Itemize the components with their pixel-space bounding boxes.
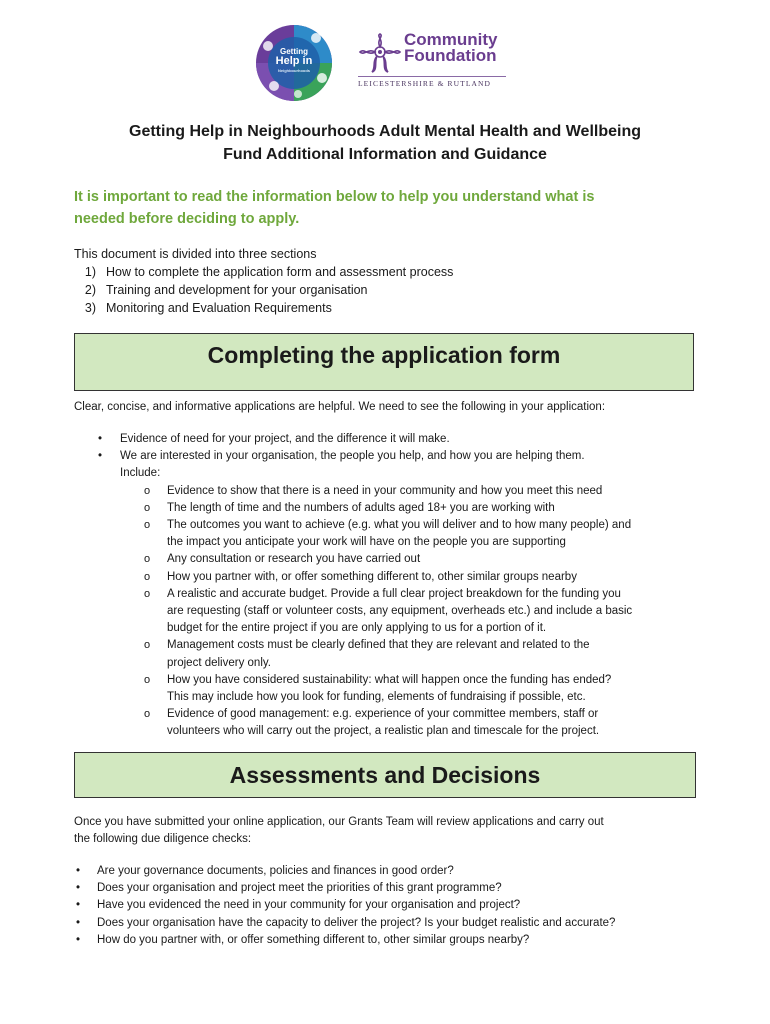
sub-item-text: A realistic and accurate budget. Provide a full clear project breakdown for the funding you (167, 587, 621, 600)
getting-help-logo-text (266, 48, 322, 73)
sub-list-item (74, 483, 704, 500)
ghin-line2: Help in (275, 55, 313, 67)
sub-bullet-marker: o (144, 553, 151, 566)
sub-item-text: Evidence to show that there is a need in your community and how you meet this need (167, 484, 603, 497)
important-note-line2: needed before deciding to apply. (74, 211, 300, 227)
cf-name (404, 32, 498, 64)
section-item (74, 281, 694, 299)
title-line2: Fund Additional Information and Guidance (223, 146, 547, 163)
check-text: Does your organisation have the capacity to deliver the project? Is your budget realistic and accurate? (97, 916, 616, 929)
cf-name-line2: Foundation (404, 46, 497, 65)
list-item-text: Include: (120, 467, 161, 480)
sub-bullet-marker: o (144, 501, 151, 514)
section-number: 1) (84, 265, 96, 279)
bullet-marker: • (76, 899, 81, 912)
sub-list-item (74, 637, 704, 671)
sub-list-item (74, 569, 704, 586)
sub-list-item (74, 672, 704, 706)
list-item (74, 915, 704, 932)
ghin-line3: Neighbourhoods (278, 68, 310, 73)
bullet-marker: • (76, 933, 81, 946)
bullet-marker: • (98, 450, 103, 463)
sub-bullet-marker: o (144, 484, 151, 497)
check-text: Have you evidenced the need in your community for your organisation and project? (97, 899, 521, 912)
list-item (74, 932, 704, 949)
cf-region: LEICESTERSHIRE & RUTLAND (358, 76, 506, 88)
sub-list-item (74, 706, 704, 740)
check-text: How do you partner with, or offer something different to, other similar groups nearby? (97, 933, 530, 946)
list-item (74, 863, 704, 880)
section-number: 3) (84, 301, 96, 315)
cf-name-line1: Community (404, 30, 498, 49)
application-requirements (74, 431, 704, 741)
bullet-marker: • (76, 916, 81, 929)
sub-list-item (74, 517, 704, 551)
sub-item-text: project delivery only. (167, 656, 271, 669)
assessments-intro-line2: the following due diligence checks: (74, 833, 252, 845)
important-note (74, 186, 694, 230)
section-number: 2) (84, 283, 96, 297)
bullet-marker: • (76, 882, 81, 895)
sub-bullet-marker: o (144, 639, 151, 652)
sections-list (74, 245, 694, 317)
getting-help-logo (254, 24, 334, 102)
section-text: Training and development for your organisation (106, 283, 368, 297)
title-line1: Getting Help in Neighbourhoods Adult Mental Health and Wellbeing (129, 123, 641, 140)
ghin-line1: Getting (280, 47, 308, 56)
header-logos (254, 24, 524, 102)
sub-item-text: Management costs must be clearly defined that they are relevant and related to the (167, 639, 590, 652)
sub-item-text: How you partner with, or offer something different to, other similar groups nearby (167, 570, 577, 583)
section-item (74, 299, 694, 317)
list-item (74, 448, 704, 482)
sub-item-text: are requesting (staff or volunteer costs, any equipment, overheads etc.) and include a basic (167, 605, 633, 618)
sub-item-text: The outcomes you want to achieve (e.g. what you will deliver and to how many people) and (167, 519, 632, 532)
community-foundation-logo (358, 30, 524, 94)
document-title (60, 120, 710, 166)
sub-list-item (74, 500, 704, 517)
bullet-marker: • (76, 865, 81, 877)
section-heading-application: Completing the application form (74, 333, 694, 391)
sub-bullet-marker: o (144, 587, 151, 600)
due-diligence-checks (74, 863, 704, 949)
sub-bullet-marker: o (144, 673, 151, 686)
sub-bullet-marker: o (144, 519, 151, 532)
sections-intro: This document is divided into three sections (74, 247, 317, 261)
important-note-line1: It is important to read the information below to help you understand what is (74, 189, 595, 205)
sub-item-text: This may include how you look for funding, elements of fundraising if possible, etc. (167, 691, 586, 704)
check-text: Are your governance documents, policies and finances in good order? (97, 865, 454, 877)
sub-item-text: The length of time and the numbers of adults aged 18+ you are working with (167, 501, 555, 514)
list-item (74, 431, 704, 448)
assessments-intro (74, 814, 704, 848)
section-text: How to complete the application form and assessment process (106, 265, 454, 279)
sub-item-text: the impact you anticipate your work will have on the people you are supporting (167, 536, 566, 549)
list-item-text: We are interested in your organisation, the people you help, and how you are helping them. (120, 450, 585, 463)
section-text: Monitoring and Evaluation Requirements (106, 301, 332, 315)
sub-item-text: budget for the entire project if you are only applying to us for a portion of it. (167, 622, 547, 635)
sub-item-text: Evidence of good management: e.g. experience of your committee members, staff or (167, 708, 599, 721)
flower-icon (358, 32, 402, 76)
section-heading-assessments: Assessments and Decisions (74, 752, 696, 798)
section-item (74, 263, 694, 281)
list-item-text: Evidence of need for your project, and the difference it will make. (120, 433, 450, 445)
sub-item-text: How you have considered sustainability: what will happen once the funding has ended? (167, 673, 612, 686)
bullet-marker: • (98, 433, 103, 445)
list-item (74, 880, 704, 897)
application-intro: Clear, concise, and informative applications are helpful. We need to see the following in your application: (74, 401, 606, 413)
assessments-intro-line1: Once you have submitted your online application, our Grants Team will review applications and carry out (74, 816, 604, 828)
sub-bullet-marker: o (144, 708, 151, 721)
sub-item-text: Any consultation or research you have carried out (167, 553, 421, 566)
check-text: Does your organisation and project meet the priorities of this grant programme? (97, 882, 502, 895)
sub-list-item (74, 551, 704, 568)
list-item (74, 897, 704, 914)
sub-list-item (74, 586, 704, 638)
sub-item-text: volunteers who will carry out the project, a realistic plan and timescale for the project. (167, 725, 600, 738)
sub-bullet-marker: o (144, 570, 151, 583)
